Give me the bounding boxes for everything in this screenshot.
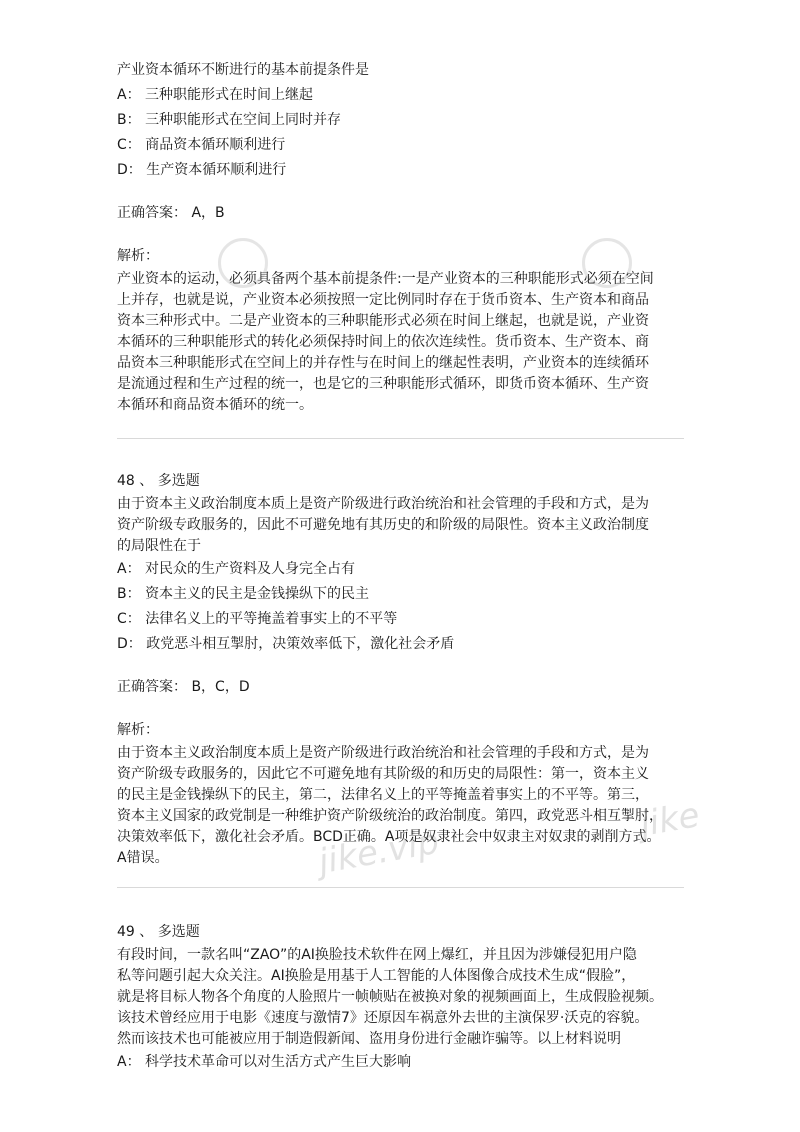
option-b: B： 三种职能形式在空间上同时并存	[117, 112, 342, 128]
question-stem: 有段时间，一款名叫“ZAO”的AI换脸技术软件在网上爆红，并且因为涉嫌侵犯用户隐 私等问题引起大众关注。AI换脸是用基于人工智能的人体图像合成技术生成“假脸”， 就是将目标人物各个角度的人脸照片一帧帧贴在被换对象的视频画面上，生成假脸视频。 该技术曾经应用于电影《速度与激情7》还原因车祸意外去世的主演保罗·沃克的容貌。 然而该技术也可能被应用于制造假新闻、盗用身份进行金融诈骗等。以上材料说明	[117, 947, 663, 1047]
document-page	[117, 58, 687, 1075]
analysis-label: 解析：	[117, 722, 159, 738]
question-stem: 产业资本循环不断进行的基本前提条件是	[117, 62, 369, 78]
option-c: C： 法律名义上的平等掩盖着事实上的不平等	[117, 611, 398, 627]
option-d: D： 政党恶斗相互掣肘，决策效率低下，激化社会矛盾	[117, 636, 455, 652]
option-a: A： 科学技术革命可以对生活方式产生巨大影响	[117, 1054, 412, 1070]
option-c: C： 商品资本循环顺利进行	[117, 137, 286, 153]
question-header: 49 、 多选题	[117, 924, 200, 940]
option-a: A： 三种职能形式在时间上继起	[117, 87, 314, 103]
analysis-label: 解析：	[117, 248, 159, 264]
watermark-text: jike.vip	[315, 821, 443, 883]
option-d: D： 生产资本循环顺利进行	[117, 162, 287, 178]
watermark-text-right: jike	[636, 795, 703, 845]
correct-answer: 正确答案： A，B	[117, 205, 225, 221]
analysis-text: 由于资本主义政治制度本质上是资产阶级进行政治统治和社会管理的手段和方式，是为 资产阶级专政服务的，因此它不可避免地有其阶级的和历史的局限性：第一，资本主义 的民主是金钱操纵下的民主，第二，法律名义上的平等掩盖着事实上的不平等。第三， 资本主义国家的政党制是一种维护资产阶级统治的政治制度。第四，政党恶斗相互掣肘， 决策效率低下，激化社会矛盾。BCD正确。A项是奴隶社会中奴隶主对奴隶的剥削方式。 A错误。	[117, 745, 663, 866]
correct-answer: 正确答案： B，C，D	[117, 679, 250, 695]
question-stem: 由于资本主义政治制度本质上是资产阶级进行政治统治和社会管理的手段和方式，是为 资产阶级专政服务的，因此不可避免地有其历史的和阶级的局限性。资本主义政治制度 的局限性在于	[117, 496, 649, 554]
option-b: B： 资本主义的民主是金钱操纵下的民主	[117, 586, 370, 602]
analysis-text: 产业资本的运动，必须具备两个基本前提条件:一是产业资本的三种职能形式必须在空间 上并存，也就是说，产业资本必须按照一定比例同时存在于货币资本、生产资本和商品 资本三种形式中。二是产业资本的三种职能形式必须在时间上继起，也就是说，产业资 本循环的三种职能形式的转化必须保持时间上的依次连续性。货币资本、生产资本、商 品资本三种职能形式在空间上的并存性与在时间上的继起性表明，产业资本的连续循环 是流通过程和生产过程的统一，也是它的三种职能形式循环，即货币资本循环、生产资 本循环和商品资本循环的统一。	[117, 271, 654, 413]
option-a: A： 对民众的生产资料及人身完全占有	[117, 561, 356, 577]
question-header: 48 、 多选题	[117, 473, 200, 489]
